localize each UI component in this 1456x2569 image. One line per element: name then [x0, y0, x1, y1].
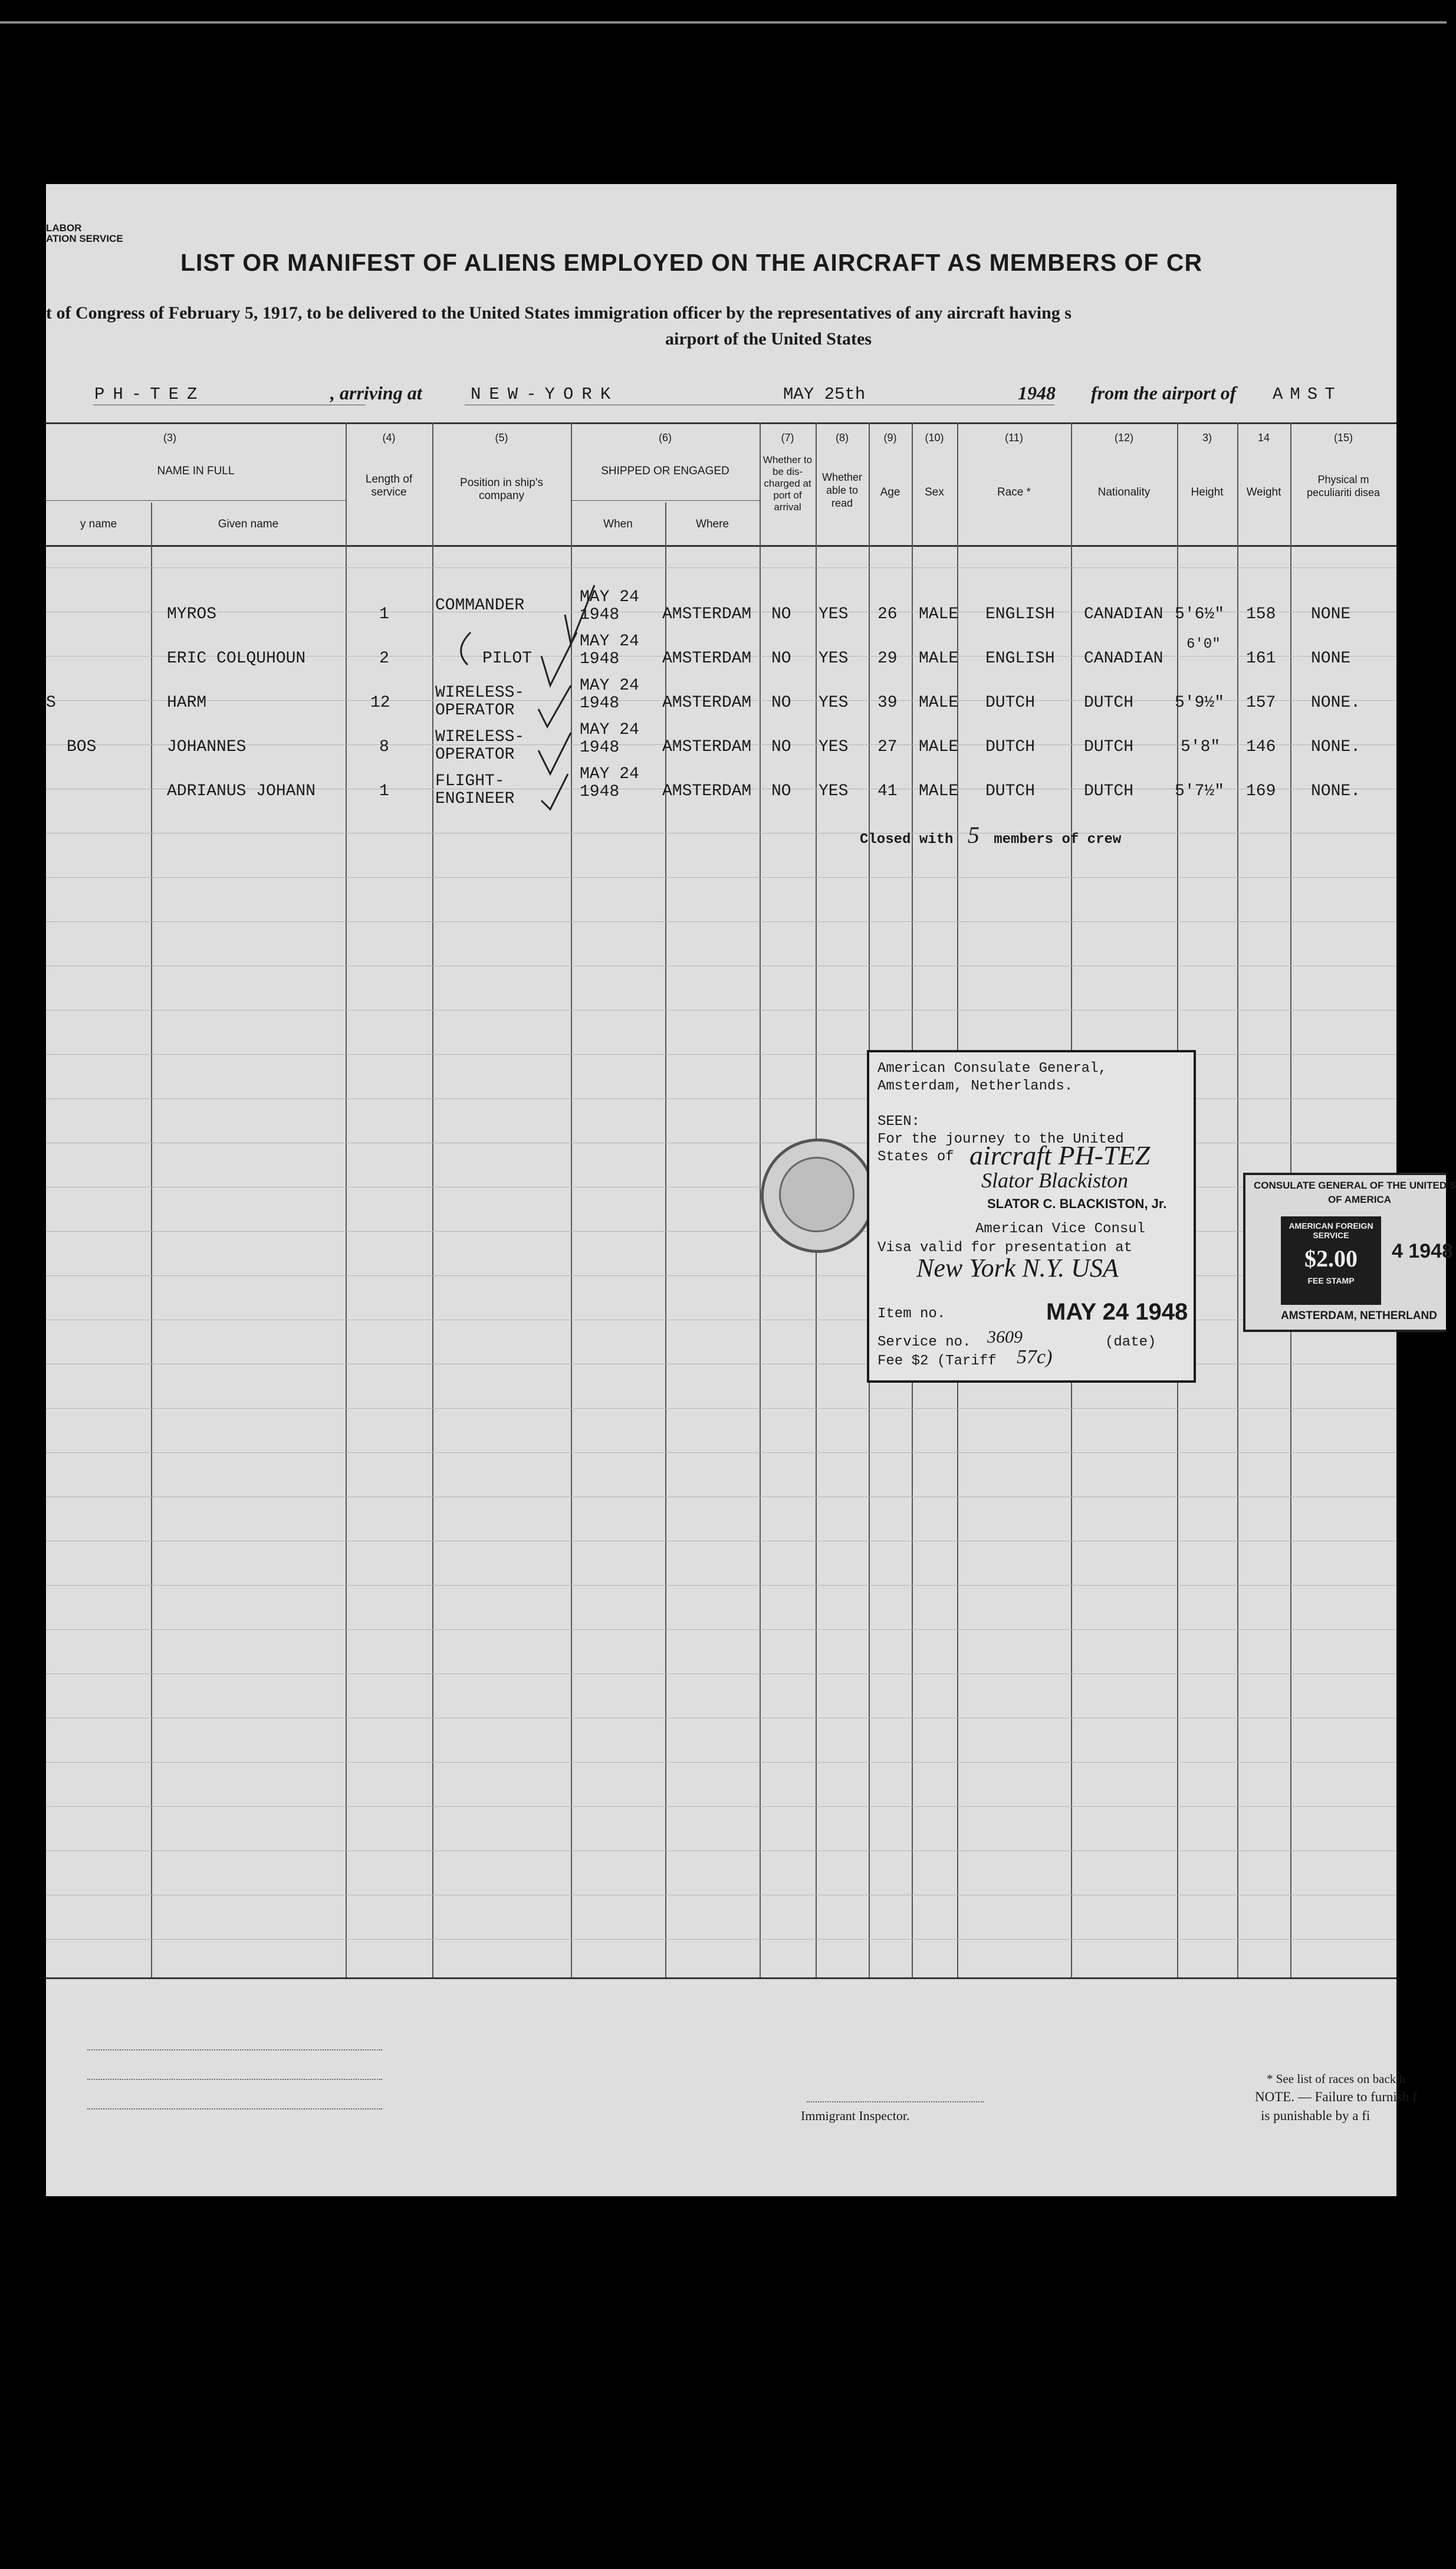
- table-top-border: [46, 422, 1396, 424]
- header-physical-peculiarities: Physical m peculiariti disea: [1306, 474, 1381, 498]
- consul-signature: Slator Blackiston: [981, 1169, 1128, 1192]
- col-num-12: (12): [1114, 432, 1133, 444]
- cell-discharged: NO: [771, 694, 791, 712]
- ruled-line: [46, 1806, 1396, 1807]
- cell-sex: MALE: [919, 694, 959, 712]
- fee-label: Fee $2 (Tariff: [877, 1353, 997, 1369]
- header-nationality: Nationality: [1097, 486, 1151, 498]
- cell-position: PILOT: [482, 649, 533, 668]
- cell-position: WIRELESS- OPERATOR: [435, 684, 525, 720]
- header-family-name: y name: [80, 518, 117, 530]
- aircraft-registration: PH-TEZ: [94, 385, 206, 404]
- cell-discharged: NO: [771, 738, 791, 756]
- cell-height: 6'0": [1187, 636, 1221, 652]
- table-row: [46, 765, 1396, 809]
- stamp-date: MAY 24 1948: [1046, 1299, 1188, 1325]
- cell-nationality: CANADIAN: [1084, 649, 1164, 668]
- department-label: LABOR ATION SERVICE: [46, 222, 123, 244]
- cell-physical: NONE.: [1311, 738, 1361, 756]
- date-label: (date): [1105, 1334, 1156, 1350]
- col-num-4: (4): [382, 432, 396, 444]
- col-divider-family: [151, 503, 152, 1977]
- cell-nationality: DUTCH: [1084, 738, 1134, 756]
- cell-height: 5'9½": [1175, 694, 1225, 712]
- cell-age: 26: [877, 605, 898, 624]
- fee-item: 57c): [1017, 1346, 1053, 1368]
- manifest-sheet: [46, 184, 1456, 2196]
- cell-race: DUTCH: [985, 738, 1036, 756]
- cell-read: YES: [819, 694, 849, 712]
- consul-title: American Vice Consul: [975, 1221, 1146, 1237]
- cell-race: DUTCH: [985, 694, 1036, 712]
- cell-height: 5'6½": [1175, 605, 1225, 624]
- cell-physical: NONE: [1311, 605, 1351, 624]
- cell-height: 5'7½": [1175, 782, 1225, 800]
- header-discharged: Whether to be dis- charged at port of arrival: [762, 454, 813, 513]
- fs-line-2: OF AMERICA: [1328, 1194, 1392, 1205]
- cell-when: MAY 24 1948: [580, 677, 639, 713]
- cell-age: 27: [877, 738, 898, 756]
- destination: NEW-YORK: [471, 385, 619, 404]
- cell-when: MAY 24 1948: [580, 588, 639, 624]
- cell-family-name: S: [46, 694, 56, 712]
- ruled-line: [46, 833, 1396, 834]
- cell-physical: NONE.: [1311, 782, 1361, 800]
- ruled-line: [46, 1629, 1396, 1630]
- cell-read: YES: [819, 782, 849, 800]
- header-sex: Sex: [925, 486, 944, 498]
- cell-sex: MALE: [919, 782, 959, 800]
- cell-nationality: CANADIAN: [1084, 605, 1164, 624]
- ruled-line: [46, 1452, 1396, 1453]
- cell-age: 41: [877, 782, 898, 800]
- cell-age: 29: [877, 649, 898, 668]
- ruled-line: [46, 1408, 1396, 1409]
- cell-when: MAY 24 1948: [580, 765, 639, 801]
- inspector-label: Immigrant Inspector.: [801, 2108, 910, 2123]
- footnote-races: * See list of races on back h: [1267, 2072, 1406, 2086]
- cell-read: YES: [819, 738, 849, 756]
- cell-length: 2: [379, 649, 389, 668]
- table-header-bottom: [46, 545, 1396, 547]
- arrival-date: MAY 25th: [783, 385, 866, 404]
- fee-stamp-icon: AMERICAN FOREIGN SERVICE $2.00 FEE STAMP: [1281, 1216, 1381, 1305]
- fs-place: AMSTERDAM, NETHERLAND: [1281, 1310, 1437, 1322]
- header-where: Where: [696, 518, 729, 530]
- cell-age: 39: [877, 694, 898, 712]
- footnote-penalty: is punishable by a fi: [1261, 2108, 1370, 2123]
- statute-line-2: airport of the United States: [665, 329, 872, 349]
- header-height: Height: [1191, 486, 1224, 498]
- valid-place-handwritten: New York N.Y. USA: [916, 1254, 1119, 1282]
- cell-when: MAY 24 1948: [580, 632, 639, 668]
- cell-sex: MALE: [919, 649, 959, 668]
- arriving-label: , arriving at: [330, 382, 422, 403]
- ruled-line: [46, 1762, 1396, 1763]
- col-num-8: (8): [836, 432, 849, 444]
- header-able-to-read: Whether able to read: [821, 471, 863, 509]
- signature-line-2: [87, 2079, 382, 2080]
- signature-line-1: [87, 2049, 382, 2050]
- cell-given-name: JOHANNES: [167, 738, 246, 756]
- shipped-subheader-rule: [571, 500, 760, 501]
- cell-discharged: NO: [771, 782, 791, 800]
- table-bottom-border: [46, 1977, 1396, 1979]
- cell-family-name: BOS: [67, 738, 97, 756]
- cell-race: DUTCH: [985, 782, 1036, 800]
- fs-line-1: CONSULATE GENERAL OF THE UNITED S: [1254, 1180, 1456, 1191]
- cell-where: AMSTERDAM: [662, 694, 752, 712]
- cell-nationality: DUTCH: [1084, 782, 1134, 800]
- footnote-note: NOTE. — Failure to furnish f: [1255, 2089, 1417, 2104]
- cell-sex: MALE: [919, 738, 959, 756]
- stamp-line-2: Amsterdam, Netherlands.: [877, 1078, 1073, 1094]
- cell-when: MAY 24 1948: [580, 721, 639, 757]
- cell-physical: NONE.: [1311, 694, 1361, 712]
- ruled-line: [46, 921, 1396, 922]
- header-position: Position in ship's company: [460, 477, 543, 502]
- col-num-13: 3): [1202, 432, 1212, 444]
- header-when: When: [603, 518, 633, 530]
- col-num-11: (11): [1005, 432, 1023, 444]
- foreign-service-stamp: [1243, 1173, 1456, 1332]
- cell-position: WIRELESS- OPERATOR: [435, 728, 525, 764]
- table-row: [46, 721, 1396, 765]
- header-weight: Weight: [1246, 486, 1281, 498]
- cell-where: AMSTERDAM: [662, 649, 752, 668]
- cell-where: AMSTERDAM: [662, 605, 752, 624]
- cell-height: 5'8": [1181, 738, 1221, 756]
- ruled-line: [46, 1585, 1396, 1586]
- cell-given-name: ERIC COLQUHOUN: [167, 649, 306, 668]
- from-airport-label: from the airport of: [1091, 382, 1237, 403]
- ruled-line: [46, 1939, 1396, 1940]
- cell-length: 12: [370, 694, 390, 712]
- col-num-5: (5): [495, 432, 508, 444]
- arrival-year: 1948: [1018, 382, 1056, 403]
- scan-top-edge: [0, 21, 1447, 24]
- ruled-line: [46, 877, 1396, 878]
- stamp-journey: For the journey to the United: [877, 1131, 1124, 1147]
- fs-date: 4 1948: [1392, 1240, 1453, 1262]
- ruled-line: [46, 567, 1396, 568]
- col-num-15: (15): [1333, 432, 1353, 444]
- cell-race: ENGLISH: [985, 605, 1055, 624]
- stamp-line-1: American Consulate General,: [877, 1061, 1107, 1077]
- statute-line-1: t of Congress of February 5, 1917, to be delivered to the United States immigration officer by the representatives of any aircraft having s: [46, 303, 1072, 323]
- col-num-3: (3): [163, 432, 176, 444]
- origin-airport: AMST: [1273, 385, 1342, 404]
- header-shipped-engaged: SHIPPED OR ENGAGED: [601, 465, 729, 477]
- cell-nationality: DUTCH: [1084, 694, 1134, 712]
- closed-note: Closed with 5 members of crew: [860, 822, 1122, 848]
- header-age: Age: [880, 486, 900, 498]
- cell-discharged: NO: [771, 649, 791, 668]
- header-name-in-full: NAME IN FULL: [157, 465, 235, 477]
- table-row: [46, 677, 1396, 721]
- cell-given-name: HARM: [167, 694, 207, 712]
- cell-where: AMSTERDAM: [662, 738, 752, 756]
- cell-weight: 161: [1246, 649, 1276, 668]
- col-num-7: (7): [781, 432, 794, 444]
- col-divider-when: [665, 503, 666, 1977]
- cell-length: 8: [379, 738, 389, 756]
- item-label: Item no.: [877, 1306, 946, 1322]
- cell-length: 1: [379, 782, 389, 800]
- cell-read: YES: [819, 605, 849, 624]
- col-num-9: (9): [883, 432, 897, 444]
- cell-given-name: MYROS: [167, 605, 217, 624]
- stamp-states-of: States of: [877, 1149, 954, 1165]
- service-number: 3609: [987, 1327, 1023, 1347]
- cell-where: AMSTERDAM: [662, 782, 752, 800]
- cell-weight: 169: [1246, 782, 1276, 800]
- cell-weight: 146: [1246, 738, 1276, 756]
- consul-name: SLATOR C. BLACKISTON, Jr.: [987, 1196, 1167, 1211]
- name-subheader-rule: [46, 500, 346, 501]
- cell-race: ENGLISH: [985, 649, 1055, 668]
- col-num-10: (10): [925, 432, 944, 444]
- cell-length: 1: [379, 605, 389, 624]
- cell-position: COMMANDER: [435, 596, 525, 615]
- header-length-of-service: Length of service: [365, 473, 413, 498]
- cell-sex: MALE: [919, 605, 959, 624]
- cell-discharged: NO: [771, 605, 791, 624]
- col-num-6: (6): [659, 432, 672, 444]
- eagle-emblem-icon: [779, 1157, 854, 1232]
- consulate-seal: [761, 1139, 875, 1253]
- cell-position: FLIGHT- ENGINEER: [435, 772, 515, 808]
- cell-weight: 158: [1246, 605, 1276, 624]
- check-marks: [423, 562, 624, 809]
- cell-read: YES: [819, 649, 849, 668]
- service-label: Service no.: [877, 1334, 971, 1350]
- cell-physical: NONE: [1311, 649, 1351, 668]
- header-race: Race *: [997, 486, 1031, 498]
- col-num-14: 14: [1257, 432, 1270, 444]
- table-row: [46, 588, 1396, 632]
- header-given-name: Given name: [218, 518, 279, 530]
- inspector-signature-line: [807, 2101, 984, 2102]
- visa-valid-label: Visa valid for presentation at: [877, 1240, 1133, 1256]
- document-title: LIST OR MANIFEST OF ALIENS EMPLOYED ON THE AIRCRAFT AS MEMBERS OF CR: [180, 249, 1203, 276]
- stamp-handwritten-aircraft: aircraft PH-TEZ: [969, 1140, 1151, 1170]
- consulate-visa-stamp: [867, 1050, 1196, 1383]
- cell-given-name: ADRIANUS JOHANN: [167, 782, 316, 800]
- table-row: [46, 632, 1396, 677]
- signature-line-3: [87, 2108, 382, 2109]
- stamp-seen: SEEN:: [877, 1114, 921, 1130]
- cell-weight: 157: [1246, 694, 1276, 712]
